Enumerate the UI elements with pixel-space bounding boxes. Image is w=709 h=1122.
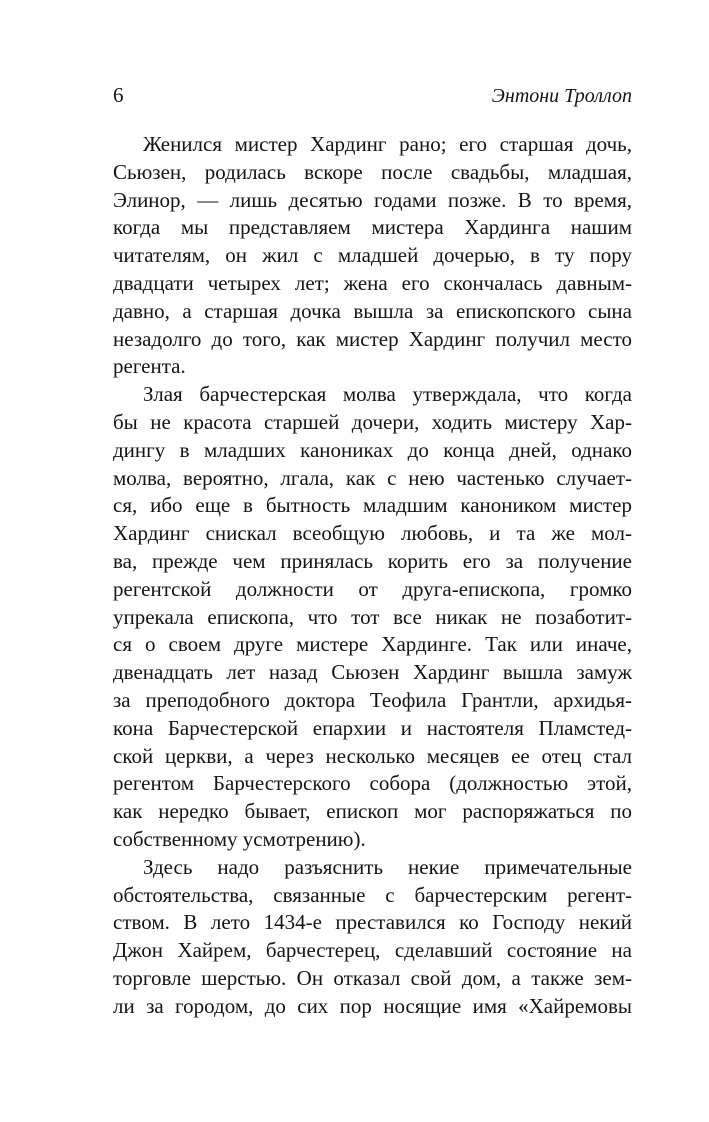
page-number: 6 <box>113 83 124 107</box>
paragraph <box>113 381 632 854</box>
text-line: обстоятельства, связанные с барчестерским регент- <box>113 882 632 907</box>
text-line: регентом Барчестерского собора (должностью этой, <box>113 771 632 796</box>
text-line: собственному усмотрению). <box>113 826 366 851</box>
paragraph <box>113 131 632 381</box>
text-line: когда мы представляем мистера Хардинга нашим <box>113 215 632 240</box>
text-line: ся о своем друге мистере Хардинге. Так или иначе, <box>113 632 632 657</box>
text-line: Здесь надо разъяснить некие примечательные <box>143 854 632 879</box>
text-line: ва, прежде чем принялась корить его за получение <box>113 548 632 573</box>
text-line: двадцати четырех лет; жена его скончалась давным- <box>113 270 632 295</box>
text-line: кона Барчестерской епархии и настоятеля Пламстед- <box>113 715 632 740</box>
text-line: незадолго до того, как мистер Хардинг получил место <box>113 326 632 351</box>
text-line: Хардинг снискал всеобщую любовь, и та же мол- <box>113 521 632 546</box>
text-line: дингу в младших канониках до конца дней, однако <box>113 437 632 462</box>
text-line: читателям, он жил с младшей дочерью, в ту пору <box>113 243 632 268</box>
text-line: бы не красота старшей дочери, ходить мистеру Хар- <box>113 409 632 434</box>
text-line: ством. В лето 1434-е преставился ко Господу некий <box>113 910 632 935</box>
text-line: Женился мистер Хардинг рано; его старшая дочь, <box>143 132 632 156</box>
text-line: регента. <box>113 354 186 379</box>
text-line: упрекала епископа, что тот все никак не позаботит- <box>113 604 632 629</box>
body-text <box>113 131 632 1021</box>
text-line: как нередко бывает, епископ мог распоряжаться по <box>113 799 632 824</box>
text-line: Сьюзен, родилась вскоре после свадьбы, младшая, <box>113 159 632 184</box>
text-line: Элинор, — лишь десятью годами позже. В то время, <box>113 187 632 212</box>
text-line: Джон Хайрем, барчестерец, сделавший состояние на <box>113 938 632 963</box>
paragraph <box>113 854 632 1021</box>
running-header-author: Энтони Троллоп <box>491 85 632 107</box>
text-line: давно, а старшая дочка вышла за епископского сына <box>113 298 632 323</box>
text-line: двенадцать лет назад Сьюзен Хардинг вышла замуж <box>113 660 632 685</box>
text-line: регентской должности от друга-епископа, громко <box>113 576 632 601</box>
text-line: ся, ибо еще в бытность младшим каноником мистер <box>113 493 632 518</box>
text-line: за преподобного доктора Теофила Грантли, архидья- <box>113 687 632 712</box>
text-line: торговле шерстью. Он отказал свой дом, а также зем- <box>113 965 632 990</box>
text-line: молва, вероятно, лгала, как с нею частенько случает- <box>113 465 632 490</box>
text-line: Злая барчестерская молва утверждала, что когда <box>143 382 632 407</box>
text-line: ли за городом, до сих пор носящие имя «Хайремовы <box>113 993 632 1018</box>
text-line: ской церкви, а через несколько месяцев ее отец стал <box>113 743 632 768</box>
